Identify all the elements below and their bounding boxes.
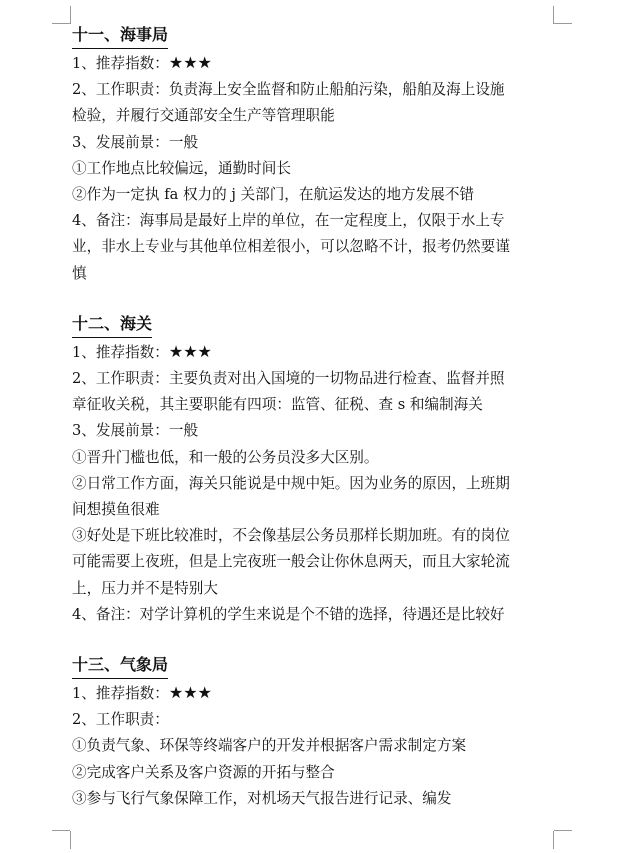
text-line: 业，非水上专业与其他单位相差很小，可以忽略不计，报考仍然要谨 bbox=[72, 238, 510, 256]
text-line: ②日常工作方面，海关只能说是中规中矩。因为业务的原因，上班期 bbox=[72, 474, 510, 492]
text-line: ①工作地点比较偏远，通勤时间长 bbox=[72, 159, 291, 177]
text-line: 检验，并履行交通部安全生产等管理职能 bbox=[72, 107, 335, 125]
recommend-label: 1、推荐指数： bbox=[72, 55, 169, 72]
text-line: 2、工作职责： bbox=[72, 711, 169, 729]
crop-mark-top-left-h bbox=[52, 23, 70, 24]
text-line: 可能需要上夜班，但是上完夜班一般会让你休息两天，而且大家轮流 bbox=[72, 553, 510, 571]
text-line: 3、发展前景：一般 bbox=[72, 133, 199, 151]
text-line: 4、备注：对学计算机的学生来说是个不错的选择，待遇还是比较好 bbox=[72, 605, 505, 623]
recommend-line bbox=[72, 50, 562, 77]
recommend-line bbox=[72, 680, 562, 707]
text-line: 慎 bbox=[72, 264, 87, 282]
recommend-label: 1、推荐指数： bbox=[72, 685, 169, 703]
recommend-line bbox=[72, 339, 562, 366]
section-heading: 十一、海事局 bbox=[72, 22, 168, 49]
text-line: 4、备注：海事局是最好上岸的单位，在一定程度上，仅限于水上专 bbox=[72, 212, 505, 230]
document-page bbox=[72, 22, 562, 836]
section-meteorological-bureau bbox=[72, 652, 562, 812]
text-line: 2、工作职责：负责海上安全监督和防止船舶污染，船舶及海上设施 bbox=[72, 81, 505, 99]
section-heading: 十三、气象局 bbox=[72, 652, 168, 679]
text-line: ③参与飞行气象保障工作，对机场天气报告进行记录、编发 bbox=[72, 789, 452, 807]
crop-mark-bottom-left-h bbox=[52, 830, 70, 831]
section-heading: 十二、海关 bbox=[72, 311, 152, 338]
text-line: ③好处是下班比较准时，不会像基层公务员那样长期加班。有的岗位 bbox=[72, 527, 510, 545]
section-customs bbox=[72, 311, 562, 628]
section-maritime-bureau bbox=[72, 22, 562, 287]
star-rating: ★★★ bbox=[168, 53, 212, 72]
star-rating: ★★★ bbox=[168, 341, 212, 361]
text-line: 章征收关税，其主要职能有四项：监管、征税、查 s 和编制海关 bbox=[72, 396, 483, 414]
star-rating: ★★★ bbox=[168, 683, 212, 703]
crop-mark-top-left-v bbox=[70, 6, 71, 24]
text-line: 3、发展前景：一般 bbox=[72, 422, 199, 440]
text-line: 上，压力并不是特别大 bbox=[72, 579, 218, 597]
text-line: ②作为一定执 fa 权力的 j 关部门，在航运发达的地方发展不错 bbox=[72, 186, 475, 204]
text-line: ①晋升门槛也低，和一般的公务员没多大区别。 bbox=[72, 448, 379, 466]
text-line: ①负责气象、环保等终端客户的开发并根据客户需求制定方案 bbox=[72, 737, 467, 755]
crop-mark-bottom-left-v bbox=[70, 831, 71, 849]
text-line: 2、工作职责：主要负责对出入国境的一切物品进行检查、监督并照 bbox=[72, 370, 505, 388]
text-line: 间想摸鱼很难 bbox=[72, 501, 160, 519]
recommend-label: 1、推荐指数： bbox=[72, 343, 169, 361]
text-line: ②完成客户关系及客户资源的开拓与整合 bbox=[72, 763, 335, 781]
